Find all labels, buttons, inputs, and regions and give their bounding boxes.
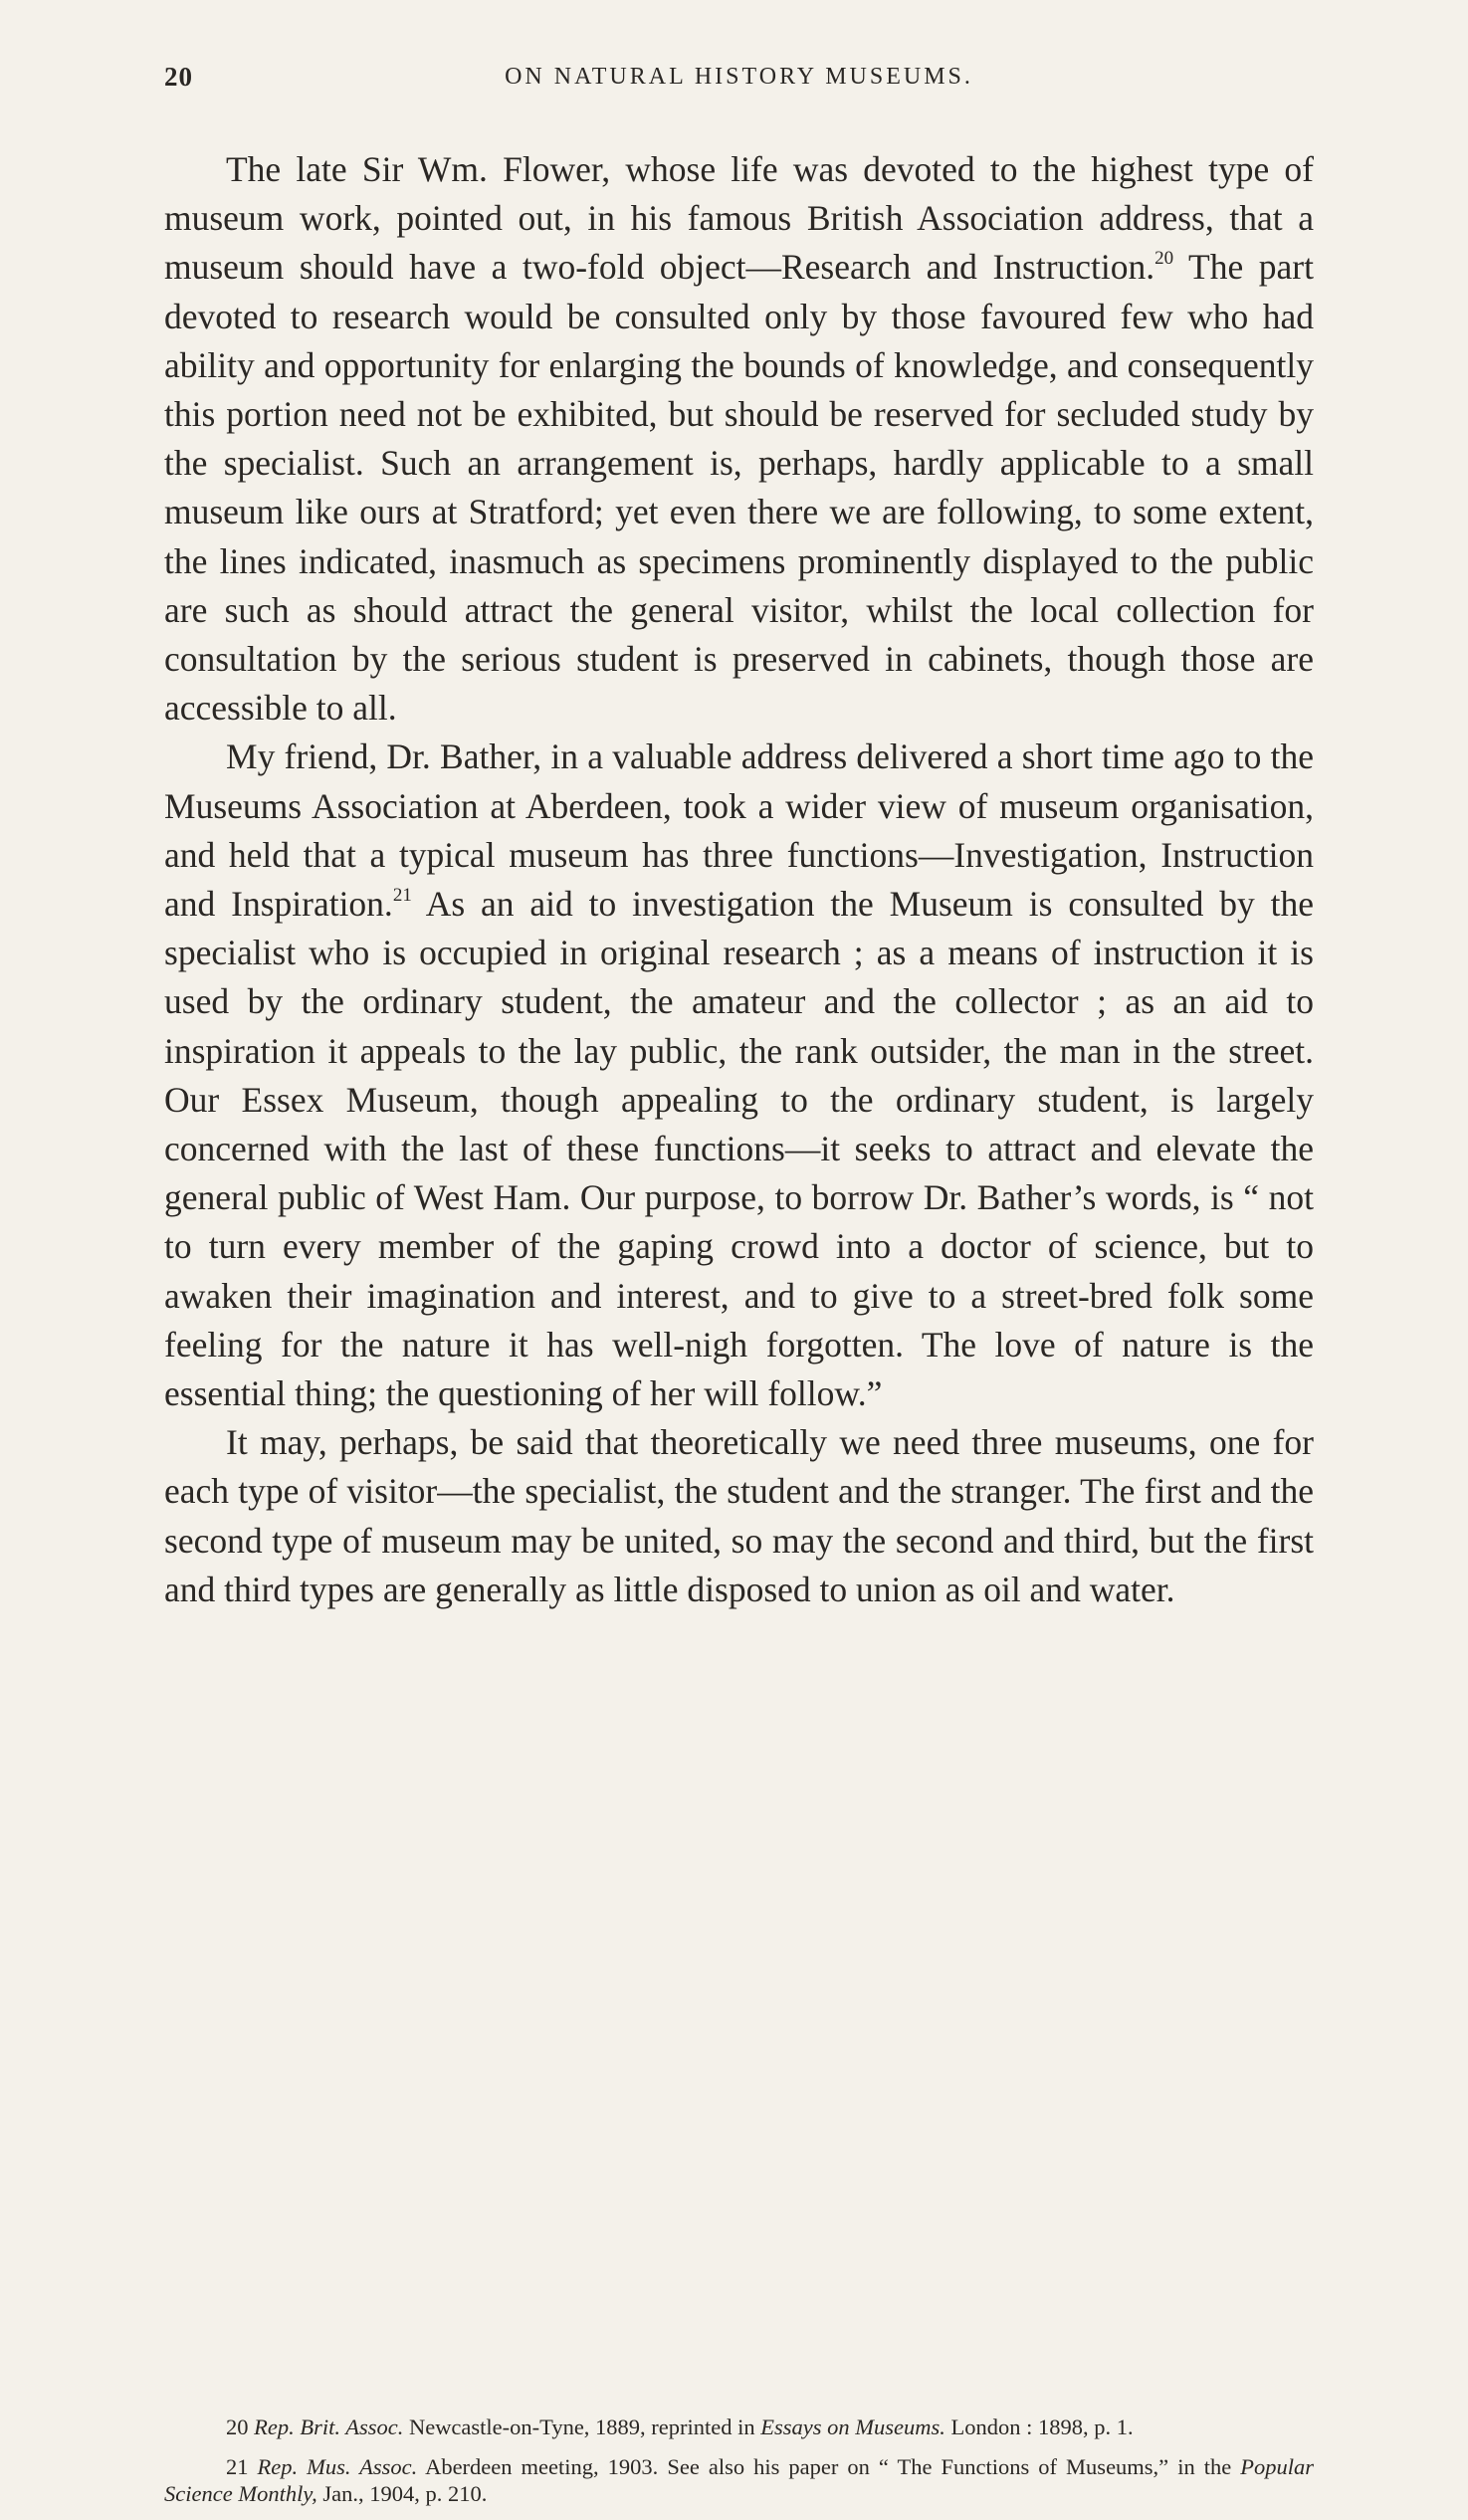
footnote-text: Newcastle-on-Tyne, 1889, reprinted in	[403, 2415, 761, 2439]
footnote-text: Aberdeen meeting, 1903. See also his paper on “ The Functions of Museums,” in the	[417, 2454, 1241, 2479]
footnote-journal-title: Popular Science Monthly,	[164, 2454, 1315, 2506]
footnote-number: 21	[226, 2454, 249, 2479]
footnote-text: London : 1898, p. 1.	[944, 2415, 1134, 2439]
footnote-source: Rep. Brit. Assoc.	[254, 2415, 404, 2439]
footnote-reference: 21	[392, 885, 412, 907]
paragraph-text: My friend, Dr. Bather, in a valuable address delivered a short time ago to the Museums Association at Aberdeen, took a wider view of museum organisation, and held that a typical museum has three functions—Investigation, Instruction and Inspiration.	[164, 736, 1314, 925]
footnote-21	[164, 2453, 1314, 2507]
running-title: ON NATURAL HISTORY MUSEUMS.	[505, 64, 973, 90]
page-header	[164, 62, 1314, 111]
footnote-book-title: Essays on Museums.	[760, 2415, 945, 2439]
footnote-text: Jan., 1904, p. 210.	[316, 2481, 488, 2506]
paragraph-text: The late Sir Wm. Flower, whose life was devoted to the highest type of museum work, pointed out, in his famous British Association address, that a museum should have a two-fold object—Research and Instruction.	[164, 149, 1314, 288]
paragraph-text: As an aid to investigation the Museum is consulted by the specialist who is occupied in original research ; as a means of instruction it is used by the ordinary student, the amateur and the collector ; as an aid to inspiration it appeals to the lay public, the rank outsider, the man in the street. Our Essex Museum, though appealing to the ordinary student, is largely concerned with the last of these functions—it seeks to attract and elevate the general public of West Ham. Our purpose, to borrow Dr. Bather’s words, is “ not to turn every member of the gaping crowd into a doctor of science, but to awaken their imagination and interest, and to give to a street-bred folk some feeling for the nature it has well-nigh forgotten. The love of nature is the essential thing; the questioning of her will follow.”	[164, 884, 1314, 1414]
footnotes	[164, 2414, 1314, 2520]
footnote-source: Rep. Mus. Assoc.	[257, 2454, 418, 2479]
footnote-20	[164, 2414, 1314, 2440]
paragraph-three-museums	[164, 1418, 1314, 1614]
paragraph-text: The part devoted to research would be consulted only by those favoured few who had ability and opportunity for enlarging the bounds of knowledge, and consequently this portion need not be exhibited, but should be reserved for secluded study by the specialist. Such an arrangement is, perhaps, hardly applicable to a small museum like ours at Stratford; yet even there we are following, to some extent, the lines indicated, inasmuch as specimens prominently displayed to the public are such as should attract the general visitor, whilst the local collection for consultation by the serious student is preserved in cabinets, though those are accessible to all.	[164, 247, 1314, 729]
footnote-number: 20	[226, 2415, 249, 2439]
paragraph-text: It may, perhaps, be said that theoretically we need three museums, one for each type of visitor—the specialist, the student and the stranger. The first and the second type of museum may be united, so may the second and third, but the first and third types are generally as little disposed to union as oil and water.	[164, 1422, 1314, 1609]
footnote-reference: 20	[1154, 248, 1174, 270]
body-text	[164, 145, 1314, 1614]
paragraph-bather	[164, 733, 1314, 1418]
paragraph-flower	[164, 145, 1314, 733]
page-number: 20	[164, 62, 193, 92]
